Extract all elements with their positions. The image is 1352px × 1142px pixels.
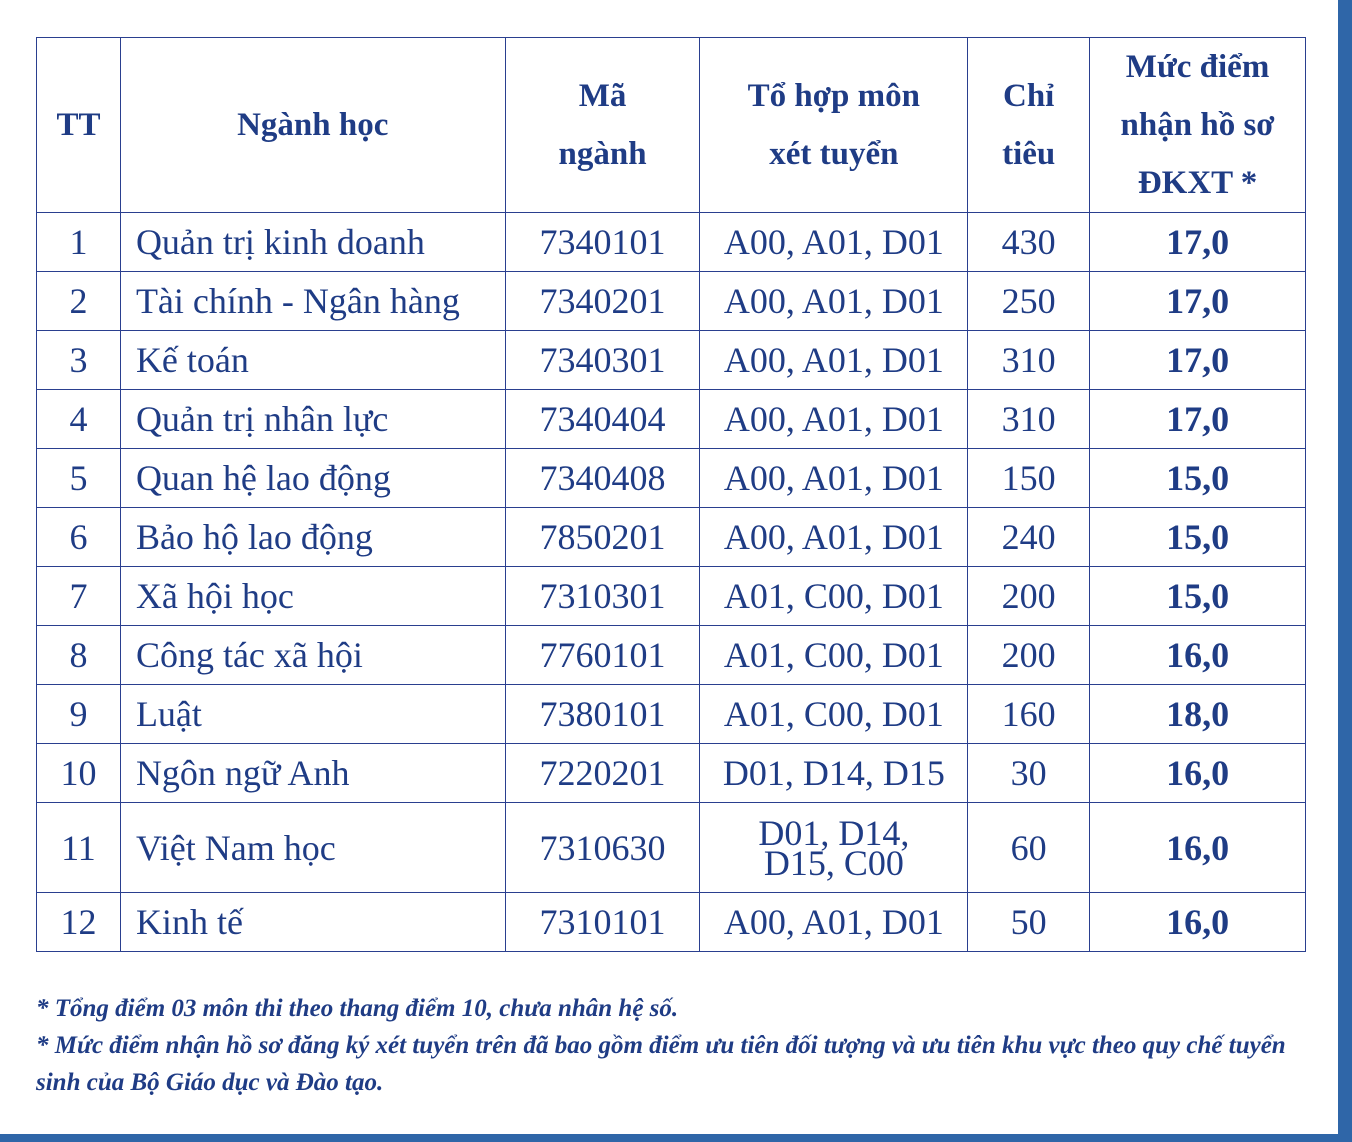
cell-subjects: D01, D14, D15, C00 xyxy=(700,803,968,893)
cell-tt: 2 xyxy=(37,272,121,331)
cell-score: 17,0 xyxy=(1090,272,1306,331)
table-row xyxy=(37,272,1306,331)
cell-major: Xã hội học xyxy=(120,567,505,626)
cell-subjects: A00, A01, D01 xyxy=(700,272,968,331)
cell-major: Quản trị kinh doanh xyxy=(120,213,505,272)
cell-subjects: A01, C00, D01 xyxy=(700,685,968,744)
cell-quota: 200 xyxy=(968,626,1090,685)
cell-score: 15,0 xyxy=(1090,567,1306,626)
cell-tt: 5 xyxy=(37,449,121,508)
cell-quota: 240 xyxy=(968,508,1090,567)
footnote-priority-points: * Mức điểm nhận hồ sơ đăng ký xét tuyển trên đã bao gồm điểm ưu tiên đối tượng và ưu tiên khu vực theo quy chế tuyển sinh của Bộ Giáo dục và Đào tạo. xyxy=(36,1032,1286,1096)
table-row xyxy=(37,449,1306,508)
cell-subjects: A00, A01, D01 xyxy=(700,449,968,508)
cell-subjects: A01, C00, D01 xyxy=(700,567,968,626)
cell-score: 16,0 xyxy=(1090,803,1306,893)
cell-code: 7220201 xyxy=(505,744,700,803)
cell-quota: 160 xyxy=(968,685,1090,744)
cell-quota: 60 xyxy=(968,803,1090,893)
cell-code: 7340404 xyxy=(505,390,700,449)
admissions-table xyxy=(36,37,1306,952)
header-major: Ngành học xyxy=(120,38,505,213)
header-code: Mã ngành xyxy=(505,38,700,213)
cell-subjects: A00, A01, D01 xyxy=(700,390,968,449)
cell-tt: 6 xyxy=(37,508,121,567)
cell-major: Kế toán xyxy=(120,331,505,390)
cell-quota: 310 xyxy=(968,390,1090,449)
cell-major: Công tác xã hội xyxy=(120,626,505,685)
cell-major: Luật xyxy=(120,685,505,744)
header-score: Mức điểm nhận hồ sơ ĐKXT * xyxy=(1090,38,1306,213)
cell-score: 16,0 xyxy=(1090,893,1306,952)
table-row xyxy=(37,744,1306,803)
header-quota: Chỉ tiêu xyxy=(968,38,1090,213)
cell-quota: 50 xyxy=(968,893,1090,952)
cell-code: 7340101 xyxy=(505,213,700,272)
cell-major: Quan hệ lao động xyxy=(120,449,505,508)
footnotes xyxy=(36,990,1316,1101)
table-row xyxy=(37,567,1306,626)
cell-code: 7340408 xyxy=(505,449,700,508)
table-row xyxy=(37,803,1306,893)
cell-tt: 11 xyxy=(37,803,121,893)
cell-code: 7310301 xyxy=(505,567,700,626)
cell-code: 7340301 xyxy=(505,331,700,390)
cell-quota: 250 xyxy=(968,272,1090,331)
cell-code: 7340201 xyxy=(505,272,700,331)
cell-subjects: A00, A01, D01 xyxy=(700,331,968,390)
cell-tt: 4 xyxy=(37,390,121,449)
header-subjects: Tổ hợp môn xét tuyển xyxy=(700,38,968,213)
cell-score: 16,0 xyxy=(1090,744,1306,803)
cell-code: 7850201 xyxy=(505,508,700,567)
cell-subjects: A00, A01, D01 xyxy=(700,508,968,567)
cell-code: 7380101 xyxy=(505,685,700,744)
cell-subjects: A01, C00, D01 xyxy=(700,626,968,685)
table-row xyxy=(37,213,1306,272)
cell-score: 18,0 xyxy=(1090,685,1306,744)
cell-code: 7310101 xyxy=(505,893,700,952)
header-tt: TT xyxy=(37,38,121,213)
cell-major: Việt Nam học xyxy=(120,803,505,893)
cell-quota: 30 xyxy=(968,744,1090,803)
table-header-row xyxy=(37,38,1306,213)
cell-tt: 10 xyxy=(37,744,121,803)
cell-subjects: D01, D14, D15 xyxy=(700,744,968,803)
cell-tt: 9 xyxy=(37,685,121,744)
cell-score: 16,0 xyxy=(1090,626,1306,685)
cell-score: 15,0 xyxy=(1090,508,1306,567)
cell-subjects: A00, A01, D01 xyxy=(700,893,968,952)
cell-tt: 7 xyxy=(37,567,121,626)
cell-major: Ngôn ngữ Anh xyxy=(120,744,505,803)
table-row xyxy=(37,508,1306,567)
table-row xyxy=(37,626,1306,685)
table-row xyxy=(37,331,1306,390)
cell-score: 15,0 xyxy=(1090,449,1306,508)
cell-code: 7760101 xyxy=(505,626,700,685)
cell-major: Kinh tế xyxy=(120,893,505,952)
cell-major: Quản trị nhân lực xyxy=(120,390,505,449)
cell-code: 7310630 xyxy=(505,803,700,893)
cell-quota: 430 xyxy=(968,213,1090,272)
cell-quota: 200 xyxy=(968,567,1090,626)
footnote-total-score: * Tổng điểm 03 môn thi theo thang điểm 10, chưa nhân hệ số. xyxy=(36,995,679,1022)
cell-tt: 8 xyxy=(37,626,121,685)
cell-major: Tài chính - Ngân hàng xyxy=(120,272,505,331)
cell-quota: 310 xyxy=(968,331,1090,390)
cell-score: 17,0 xyxy=(1090,390,1306,449)
cell-major: Bảo hộ lao động xyxy=(120,508,505,567)
cell-tt: 1 xyxy=(37,213,121,272)
cell-score: 17,0 xyxy=(1090,213,1306,272)
table-row xyxy=(37,893,1306,952)
table-row xyxy=(37,390,1306,449)
cell-score: 17,0 xyxy=(1090,331,1306,390)
cell-quota: 150 xyxy=(968,449,1090,508)
table-row xyxy=(37,685,1306,744)
cell-subjects: A00, A01, D01 xyxy=(700,213,968,272)
cell-tt: 12 xyxy=(37,893,121,952)
cell-tt: 3 xyxy=(37,331,121,390)
